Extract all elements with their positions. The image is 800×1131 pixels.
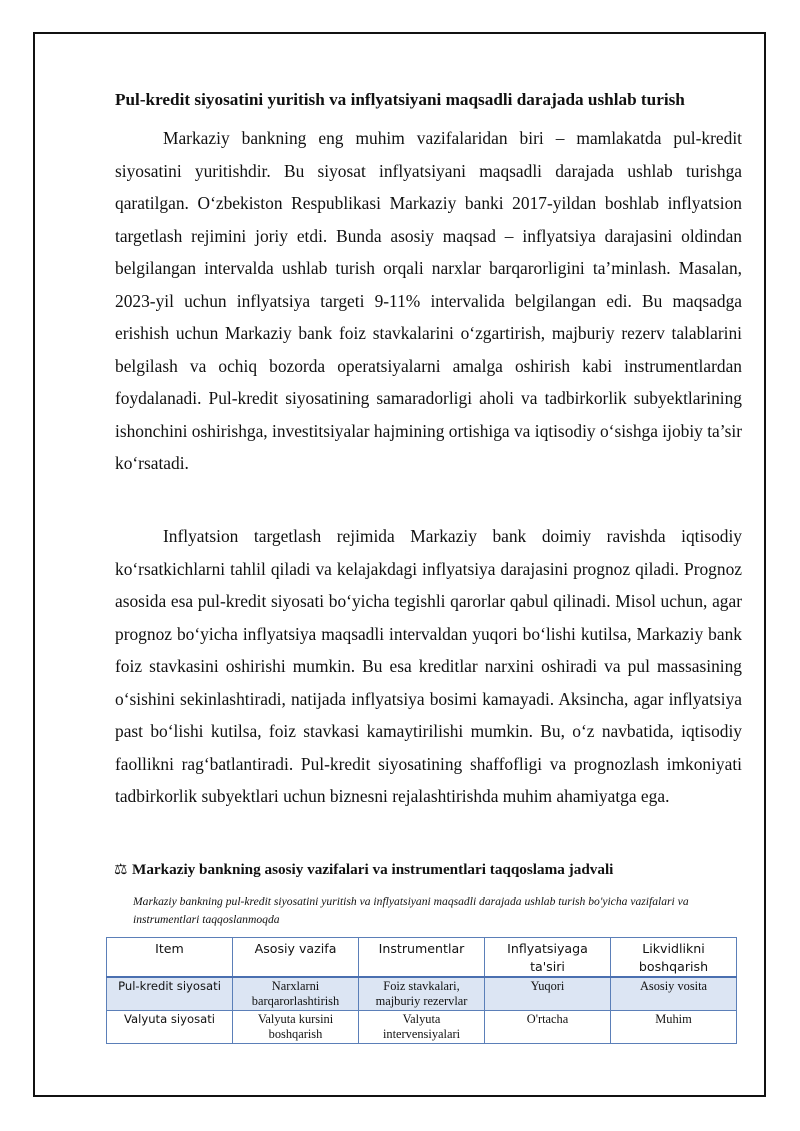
header-cell: Asosiy vazifa [233,938,359,978]
table-cell: Narxlarni barqarorlashtirish [233,977,359,1010]
header-cell: Likvidlikni boshqarish [611,938,737,978]
paragraph-2: Inflyatsion targetlash rejimida Markaziy bank doimiy ravishda iqtisodiy ko‘rsatkichlarni tahlil qiladi va kelajakdagi inflyatsiya darajasini prognoz qiladi. Prognoz asosida esa pul-kredit siyosati bo‘yicha tegishli qarorlar qabul qilinadi. Misol uchun, agar prognoz bo‘yicha inflyatsiya maqsadli intervaldan yuqori bo‘lishi kutilsa, Markaziy bank foiz stavkasini oshirishi mumkin. Bu esa kreditlar narxini oshiradi va pul massasining o‘sishini sekinlashtiradi, natijada inflyatsiya bosimi kamayadi. Aksincha, agar inflyatsiya past bo‘lishi kutilsa, foiz stavkasi kamaytirilishi mumkin. Bu, o‘z navbatida, iqtisodiy faollikni rag‘batlantiradi. Pul-kredit siyosatining shaffofligi va prognozlash imkoniyati tadbirkorlik subyektlari uchun biznesni rejalashtirishda muhim ahamiyatga ega. [115,526,742,806]
table-cell: Yuqori [485,977,611,1010]
header-cell: Item [107,938,233,978]
comparison-table [106,937,737,1044]
table-row [107,977,737,1010]
table-cell: O'rtacha [485,1010,611,1043]
section-heading: Pul-kredit siyosatini yuritish va inflyatsiyani maqsadli darajada ushlab turish [115,90,685,109]
table-title-text: Markaziy bankning asosiy vazifalari va instrumentlari taqqoslama jadvali [132,861,614,878]
table-cell: Foiz stavkalari, majburiy rezervlar [359,977,485,1010]
table-cell: Valyuta intervensiyalari [359,1010,485,1043]
row-header-cell: Pul-kredit siyosati [107,977,233,1010]
header-cell: Inflyatsiyaga ta'siri [485,938,611,978]
table-caption: Markaziy bankning pul-kredit siyosatini yuritish va inflyatsiyani maqsadli darajada ushlab turish bo'yicha vazifalari va instrumentlari taqqoslanmoqda [133,895,689,926]
table-cell: Asosiy vosita [611,977,737,1010]
paragraph-1: Markaziy bankning eng muhim vazifalaridan biri – mamlakatda pul-kredit siyosatini yuritishdir. Bu siyosat inflyatsiyani maqsadli darajada ushlab turishga qaratilgan. O‘zbekiston Respublikasi Markaziy banki 2017-yildan boshlab inflyatsion targetlash rejimini joriy etdi. Bunda asosiy maqsad – inflyatsiya darajasini oldindan belgilangan intervalda ushlab turish orqali narxlar barqarorligini ta’minlash. Masalan, 2023-yil uchun inflyatsiya targeti 9-11% intervalida belgilangan edi. Bu maqsadga erishish uchun Markaziy bank foiz stavkalarini o‘zgartirish, majburiy rezerv talablarini belgilash va ochiq bozorda operatsiyalarni amalga oshirish kabi instrumentlardan foydalanadi. Pul-kredit siyosatining samaradorligi aholi va tadbirkorlik subyektlarining ishonchini oshirishga, investitsiyalar hajmining ortishiga va iqtisodiy o‘sishga ijobiy ta’sir ko‘rsatadi. [115,128,742,473]
row-header-cell: Valyuta siyosati [107,1010,233,1043]
table-header-row [107,938,737,978]
table-cell: Valyuta kursini boshqarish [233,1010,359,1043]
scales-icon: ⚖ [114,861,128,878]
header-cell: Instrumentlar [359,938,485,978]
table-cell: Muhim [611,1010,737,1043]
table-row [107,1010,737,1043]
table-title [114,860,613,880]
